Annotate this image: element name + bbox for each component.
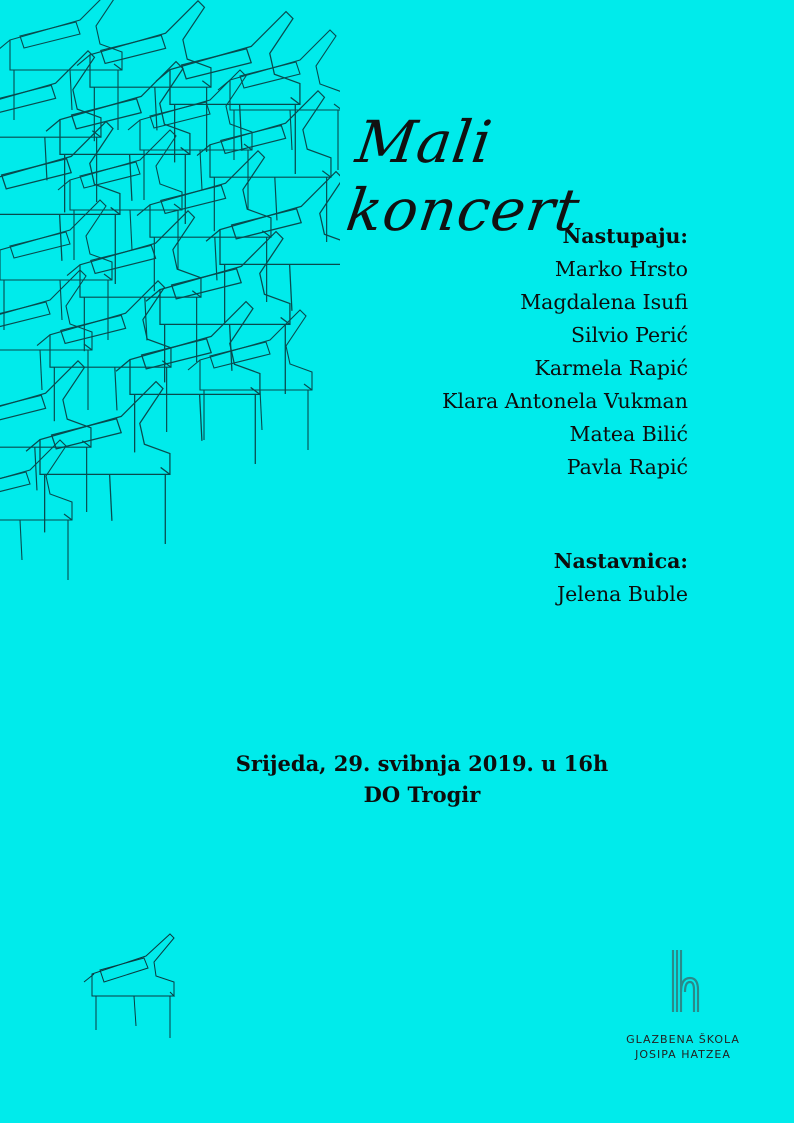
event-info bbox=[0, 748, 794, 810]
teacher-section bbox=[554, 545, 688, 611]
event-date-time: Srijeda, 29. svibnja 2019. u 16h bbox=[235, 751, 609, 776]
poster-title: Mali koncert bbox=[342, 108, 585, 244]
sketch-piano bbox=[146, 232, 290, 394]
performers-section bbox=[442, 220, 688, 484]
sketch-piano bbox=[0, 361, 91, 512]
sketch-piano bbox=[188, 310, 312, 450]
sketch-piano bbox=[0, 0, 122, 130]
school-name-line1: GLAZBENA ŠKOLA bbox=[626, 1033, 740, 1046]
teacher-name: Jelena Buble bbox=[556, 582, 688, 606]
performer-name: Pavla Rapić bbox=[566, 455, 688, 479]
event-location: DO Trogir bbox=[363, 782, 481, 807]
performer-name: Magdalena Isufi bbox=[520, 290, 688, 314]
sketch-piano bbox=[197, 91, 331, 242]
performer-name: Klara Antonela Vukman bbox=[442, 389, 688, 413]
small-piano-icon bbox=[74, 926, 194, 1041]
performer-name: Silvio Perić bbox=[571, 323, 688, 347]
school-name-line2: JOSIPA HATZEA bbox=[635, 1048, 731, 1061]
teacher-heading: Nastavnica: bbox=[553, 549, 688, 573]
performers-heading: Nastupaju: bbox=[562, 224, 688, 248]
sketch-piano bbox=[116, 302, 260, 464]
piano-sketch-illustration bbox=[0, 0, 340, 610]
performer-name: Matea Bilić bbox=[569, 422, 688, 446]
performer-name: Marko Hrsto bbox=[554, 257, 688, 281]
performer-name: Karmela Rapić bbox=[534, 356, 688, 380]
sketch-piano bbox=[37, 281, 171, 432]
school-logo bbox=[618, 940, 748, 1070]
sketch-piano bbox=[0, 200, 112, 340]
school-logo-mark-icon bbox=[618, 940, 748, 1020]
